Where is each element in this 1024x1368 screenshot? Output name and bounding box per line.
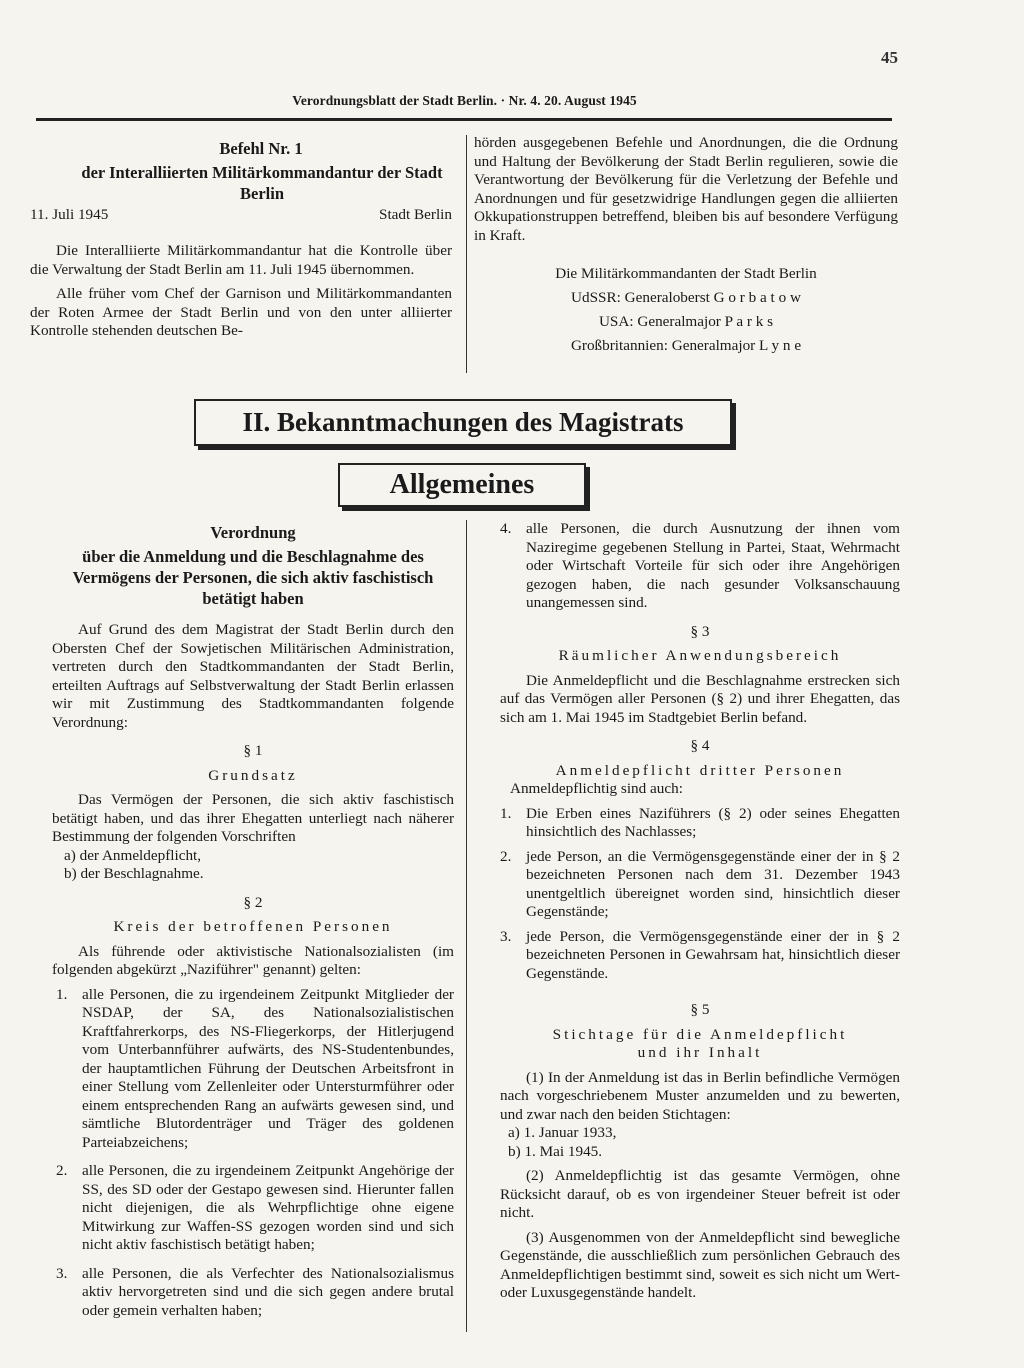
section-5-item-a: a) 1. Januar 1933,: [508, 1124, 617, 1141]
list-item: [52, 986, 454, 1153]
list-item: [500, 520, 900, 613]
signature-gb: Großbritannien: Generalmajor L y n e: [570, 337, 802, 354]
list-item-text: jede Person, an die Vermögensgegenstände einer der in § 2 bezeichneten Personen nach dem 31. Dezember 1943 unentgeltlich übereignet worden sind, hinsichtlich dieser Gegenstände;: [526, 847, 900, 920]
subsection-heading: Allgemeines: [389, 469, 535, 500]
section-1-title: Grundsatz: [208, 766, 298, 784]
verordnung-right-column: [500, 520, 900, 1303]
befehl-paragraph-1: Die Interalliierte Militärkommandantur hat die Kontrolle über die Verwaltung der Stadt Berlin am 11. Juli 1945 übernommen.: [30, 242, 452, 278]
section-5-title-line-2: und ihr Inhalt: [637, 1044, 763, 1061]
befehl-dateline: [30, 206, 452, 225]
section-4-intro: Anmeldepflichtig sind auch:: [510, 780, 683, 797]
list-item-text: jede Person, die Vermögensgegenstände einer der in § 2 bezeichneten Personen in Gewahrsam hat, hinsichtlich dieser Gegenstände.: [526, 927, 900, 982]
signature-ussr: UdSSR: Generaloberst G o r b a t o w: [571, 289, 801, 306]
section-heading: II. Bekanntmachungen des Magistrats: [242, 407, 684, 437]
list-item-text: alle Personen, die durch Ausnutzung der ihnen vom Naziregime gegebenen Stellung in Partei, Staat, Wehrmacht oder Wirtschaft Vorteile für sich oder ihre Angehörigen gezogen haben, die nach gesunder Volksanschauung unangemessen sind.: [526, 520, 900, 611]
befehl-paragraph-2-continued: hörden ausgegebenen Befehle und Anordnungen, die die Ordnung und Haltung der Bevölkerung der Stadt Berlin regulieren, sowie die Verantwortung der Bevölkerung für die Verletzung der Befehle und Anordnungen und für gesetzwidrige Handlungen gegen die alliierten Okkupationstruppen betreffend, bleiben bis auf besondere Verfügung in Kraft.: [474, 134, 898, 244]
section-5-paragraph-1: (1) In der Anmeldung ist das in Berlin befindliche Vermögen nach vorgeschriebenem Muster anzumelden und zu bewerten, und zwar nach den beiden Stichtagen:: [500, 1068, 900, 1123]
section-1-item-b: b) der Beschlagnahme.: [64, 865, 204, 882]
verordnung-intro: Auf Grund des dem Magistrat der Stadt Berlin durch den Obersten Chef der Sowjetischen Militärischen Administration, vertreten durch den Stadtkommandanten der Stadt Berlin, erteilten Auftrags auf Selbstverwaltung der Stadt Berlin erlassen wir mit Zustimmung des Stadtkommandanten folgende Verordnung:: [52, 621, 454, 731]
list-item: [52, 1162, 454, 1255]
page-number: 45: [881, 48, 898, 67]
list-item-number: 1.: [500, 804, 512, 822]
running-head: Verordnungsblatt der Stadt Berlin. · Nr. 4. 20. August 1945: [292, 93, 637, 108]
list-item-text: alle Personen, die als Verfechter des Nationalsozialismus aktiv hervorgetreten sind und die sich gegen andere brutal oder gemein verhalten haben;: [82, 1264, 454, 1319]
befehl-paragraph-2: Alle früher vom Chef der Garnison und Militärkommandanten der Roten Armee der Stadt Berlin und von den unter alliierter Kontrolle stehenden deutschen Be-: [30, 285, 452, 339]
section-1-number: § 1: [243, 742, 263, 759]
section-heading-box: [194, 399, 732, 446]
list-item: [500, 928, 900, 984]
verordnung-left-column: [52, 522, 454, 1320]
list-item-number: 2.: [56, 1162, 68, 1179]
section-2-title: Kreis der betroffenen Personen: [113, 918, 393, 935]
section-3-title: Räumlicher Anwendungsbereich: [558, 647, 842, 664]
befehl-left-column: [30, 140, 452, 341]
header-rule: [36, 118, 892, 121]
section-3-text: Die Anmeldepflicht und die Beschlagnahme erstrecken sich auf das Vermögen aller Personen (§ 2) und ihrer Ehegatten, das sich am 1. Mai 1945 im Stadtgebiet Berlin befand.: [500, 671, 900, 726]
section-2-number: § 2: [243, 893, 263, 911]
list-item-text: alle Personen, die zu irgendeinem Zeitpunkt Angehörige der SS, des SD oder der Gestapo gewesen sind. Hierunter fallen nicht diejenigen, die als Wehrpflichtige ohne eigene Mitwirkung zur Waffen-SS gezogen worden sind und sich nicht aktiv faschistisch betätigt haben;: [82, 1162, 454, 1253]
befehl-column-divider: [466, 135, 467, 373]
befehl-subtitle: der Interalliierten Militärkommandantur der Stadt Berlin: [81, 162, 443, 203]
section-5-paragraph-2: (2) Anmeldepflichtig ist das gesamte Vermögen, ohne Rücksicht darauf, ob es von irgendeiner Steuer befreit ist oder nicht.: [500, 1167, 900, 1221]
list-item-number: 3.: [500, 927, 512, 945]
list-item: [52, 1265, 454, 1321]
section-5-item-b: b) 1. Mai 1945.: [508, 1142, 603, 1160]
section-2-intro: Als führende oder aktivistische Nationalsozialisten (im folgenden abgekürzt „Naziführer" genannt) gelten:: [52, 942, 454, 978]
list-item-number: 2.: [500, 847, 512, 865]
list-item: [500, 805, 900, 842]
section-1-item-a: a) der Anmeldepflicht,: [64, 846, 202, 864]
section-5-number: § 5: [690, 1001, 710, 1018]
signature-intro: Die Militärkommandanten der Stadt Berlin: [555, 265, 817, 282]
subsection-heading-box: [338, 463, 586, 507]
section-4-title: Anmeldepflicht dritter Personen: [555, 761, 845, 779]
section-5-paragraph-3: (3) Ausgenommen von der Anmeldepflicht sind bewegliche Gegenstände, die ausschließlich zum persönlichen Gebrauch des Anmeldepflichtigen bestimmt sind, soweit es sich nicht um Wert- oder Luxusgegenstände handelt.: [500, 1228, 900, 1301]
list-item-text: alle Personen, die zu irgendeinem Zeitpunkt Mitglieder der NSDAP, der SA, des Nationalsozialistischen Kraftfahrerkorps, des NS-Fliegerkorps, der Hitlerjugend vom Unterbannführer aufwärts, des NS-Studentenbundes, der hauptamtlichen Führung der Deutschen Arbeitsfront in einer Stellung vom Zellenleiter oder Untersturmführer oder einem entsprechenden Rang an aufwärts gewesen sind, und sämtliche Blutordenträger und Träger des goldenen Parteiabzeichens;: [82, 985, 454, 1151]
list-item-text: Die Erben eines Naziführers (§ 2) oder seines Ehegatten hinsichtlich des Nachlasses;: [526, 804, 900, 840]
list-item-number: 3.: [56, 1264, 68, 1282]
list-item: [500, 848, 900, 922]
signature-usa: USA: Generalmajor P a r k s: [598, 313, 774, 330]
section-3-number: § 3: [690, 622, 710, 640]
befehl-place: Stadt Berlin: [379, 205, 452, 223]
list-item-number: 4.: [500, 520, 512, 537]
befehl-right-column: [474, 134, 898, 358]
section-5-title: Stichtage für die Anmeldepflicht: [552, 1025, 848, 1043]
section-1-text: Das Vermögen der Personen, die sich aktiv faschistisch betätigt haben, und das ihrer Ehegatten unterliegt nach näherer Bestimmung der folgenden Vorschriften: [52, 791, 454, 845]
verordnung-subtitle: über die Anmeldung und die Beschlagnahme des Vermögens der Personen, die sich aktiv faschistisch betätigt haben: [72, 547, 434, 608]
befehl-title: Befehl Nr. 1: [219, 139, 303, 158]
befehl-date: 11. Juli 1945: [30, 205, 109, 223]
verordnung-column-divider: [466, 520, 467, 1332]
verordnung-title: Verordnung: [210, 523, 296, 542]
list-item-number: 1.: [56, 985, 68, 1003]
section-4-number: § 4: [690, 737, 710, 754]
